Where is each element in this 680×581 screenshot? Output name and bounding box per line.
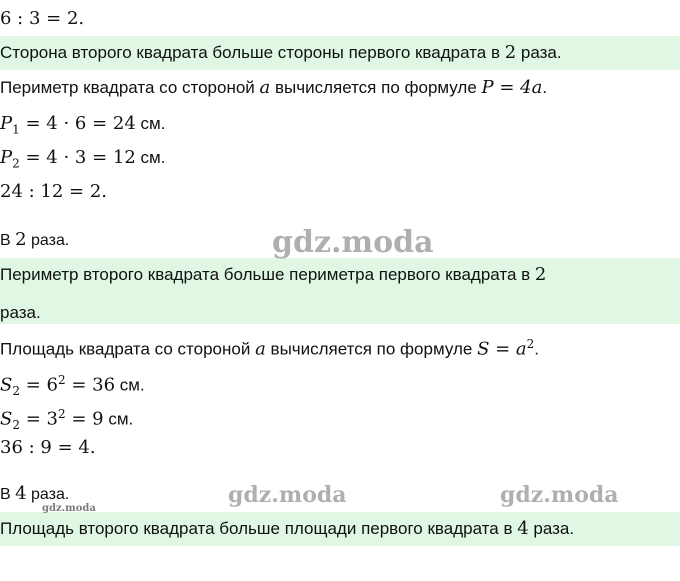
watermark: gdz.moda	[500, 482, 619, 508]
answer-line: В 4 раза.	[0, 483, 70, 504]
conclusion-area: Площадь второго квадрата больше площади первого квадрата в 4 раза.	[0, 518, 575, 539]
equation-line: $P_1 = 4 \cdot 6 = 24$ см.	[0, 113, 166, 137]
perimeter-formula-text: Периметр квадрата со стороной a вычисляется по формуле P = 4a.	[0, 77, 548, 98]
equation-line: $S_2 = 3^2 = 9$ см.	[0, 407, 134, 433]
equation-line: $P_2 = 4 \cdot 3 = 12$ см.	[0, 147, 166, 171]
watermark: gdz.moda	[272, 225, 434, 260]
conclusion-perimeter-cont: раза.	[0, 303, 41, 322]
watermark-small: gdz.moda	[42, 503, 96, 514]
equation-line: 6 : 3 = 2.	[0, 8, 85, 29]
area-formula-text: Площадь квадрата со стороной a вычисляется по формуле $S = a^2$.	[0, 337, 540, 360]
equation-line: 24 : 12 = 2.	[0, 181, 108, 202]
equation-line: 36 : 9 = 4.	[0, 437, 96, 458]
conclusion-perimeter: Периметр второго квадрата больше периметра первого квадрата в 2	[0, 264, 547, 285]
conclusion-side: Сторона второго квадрата больше стороны первого квадрата в 2 раза.	[0, 42, 562, 63]
answer-line: В 2 раза.	[0, 229, 70, 250]
watermark: gdz.moda	[228, 482, 347, 508]
equation-line: $S_2 = 6^2 = 36$ см.	[0, 373, 145, 399]
